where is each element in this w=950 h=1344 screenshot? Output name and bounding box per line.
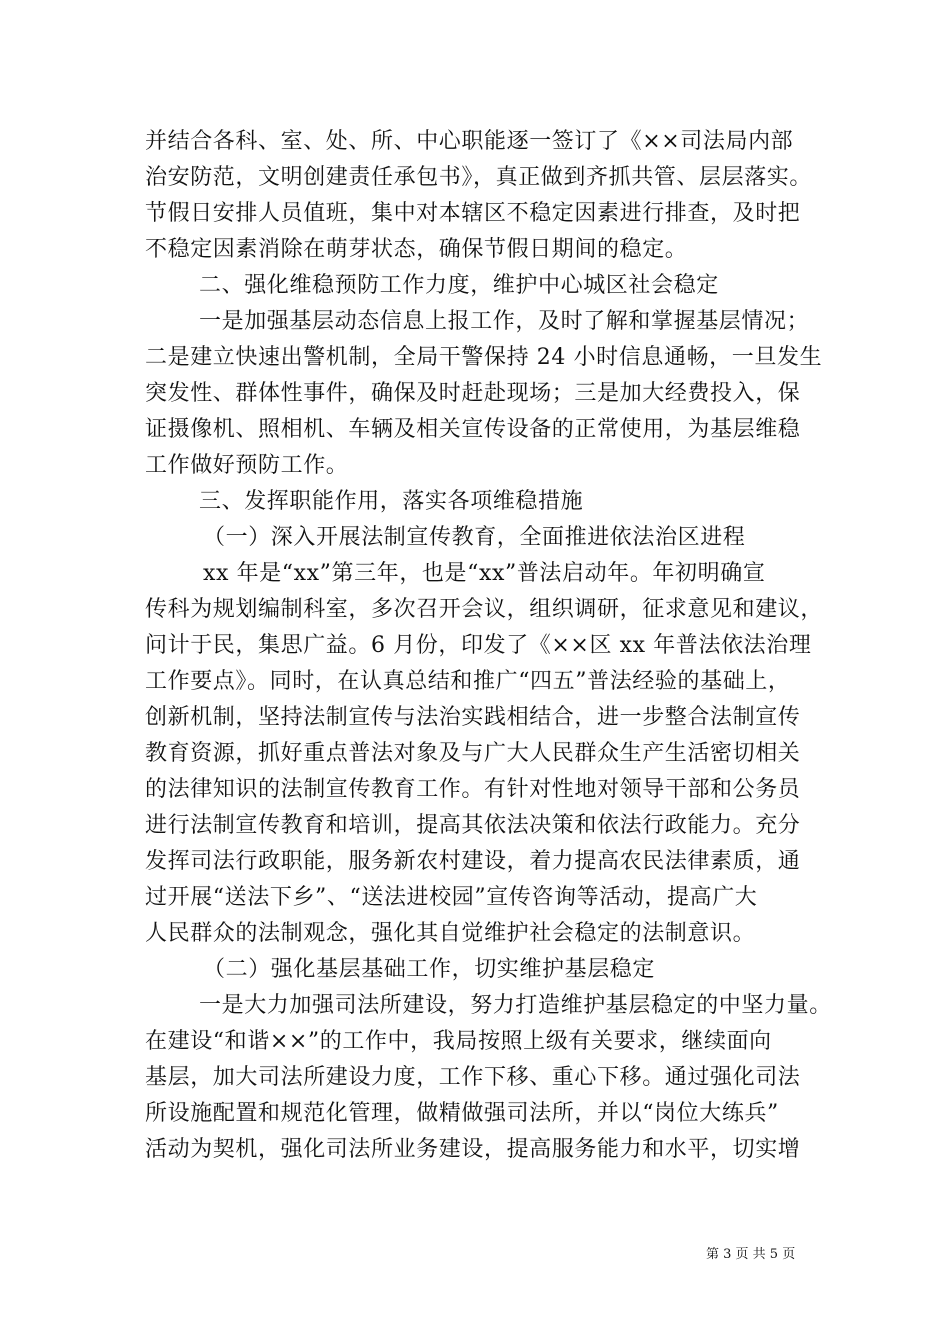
text-line: 在建设“和谐××”的工作中，我局按照上级有关要求，继续面向 [145,1029,772,1054]
text-line: 进行法制宣传教育和培训，提高其依法决策和依法行政能力。充分 [145,813,801,838]
text-line: 不稳定因素消除在萌芽状态，确保节假日期间的稳定。 [145,237,688,262]
text-line: 传科为规划编制科室，多次召开会议，组织调研，征求意见和建议， [145,597,824,622]
text-line: 治安防范，文明创建责任承包书》，真正做到齐抓共管、层层落实。 [145,165,813,190]
text-line: 问计于民，集思广益。6 月份，印发了《××区 xx 年普法依法治理 [145,633,812,658]
text-line: 突发性、群体性事件，确保及时赶赴现场；三是加大经费投入，保 [145,381,801,406]
text-line: 一是加强基层动态信息上报工作，及时了解和掌握基层情况； [199,309,810,334]
text-line: 过开展“送法下乡”、“送法进校园”宣传咨询等活动，提高广大 [145,885,758,910]
subsection-heading: （一）深入开展法制宣传教育，全面推进依法治区进程 [203,525,746,550]
page-number: 第 3 页 共 5 页 [706,1247,796,1262]
text-line: 活动为契机，强化司法所业务建设，提高服务能力和水平，切实增 [145,1137,801,1162]
text-line: xx 年是“xx”第三年，也是“xx”普法启动年。年初明确宣 [203,561,766,586]
section-heading: 二、强化维稳预防工作力度，维护中心城区社会稳定 [199,273,719,298]
text-line: 二是建立快速出警机制，全局干警保持 24 小时信息通畅，一旦发生 [145,345,823,370]
text-line: 教育资源，抓好重点普法对象及与广大人民群众生产生活密切相关 [145,741,801,766]
text-line: 人民群众的法制观念，强化其自觉维护社会稳定的法制意识。 [145,921,756,946]
text-line: 工作要点》。同时，在认真总结和推广“四五”普法经验的基础上， [145,669,791,694]
section-heading: 三、发挥职能作用，落实各项维稳措施 [199,489,584,514]
text-line: 并结合各科、室、处、所、中心职能逐一签订了《××司法局内部 [145,129,794,154]
text-line: 发挥司法行政职能，服务新农村建设，着力提高农民法律素质，通 [145,849,801,874]
text-line: 的法律知识的法制宣传教育工作。有针对性地对领导干部和公务员 [145,777,801,802]
text-line: 基层，加大司法所建设力度，工作下移、重心下移。通过强化司法 [145,1065,801,1090]
text-line: 所设施配置和规范化管理，做精做强司法所，并以“岗位大练兵” [145,1101,779,1126]
text-line: 证摄像机、照相机、车辆及相关宣传设备的正常使用，为基层维稳 [145,417,801,442]
text-line: 一是大力加强司法所建设，努力打造维护基层稳定的中坚力量。 [199,993,832,1018]
text-line: 创新机制，坚持法制宣传与法治实践相结合，进一步整合法制宣传 [145,705,801,730]
text-line: 工作做好预防工作。 [145,453,349,478]
text-line: 节假日安排人员值班，集中对本辖区不稳定因素进行排查，及时把 [145,201,801,226]
subsection-heading: （二）强化基层基础工作，切实维护基层稳定 [203,957,656,982]
